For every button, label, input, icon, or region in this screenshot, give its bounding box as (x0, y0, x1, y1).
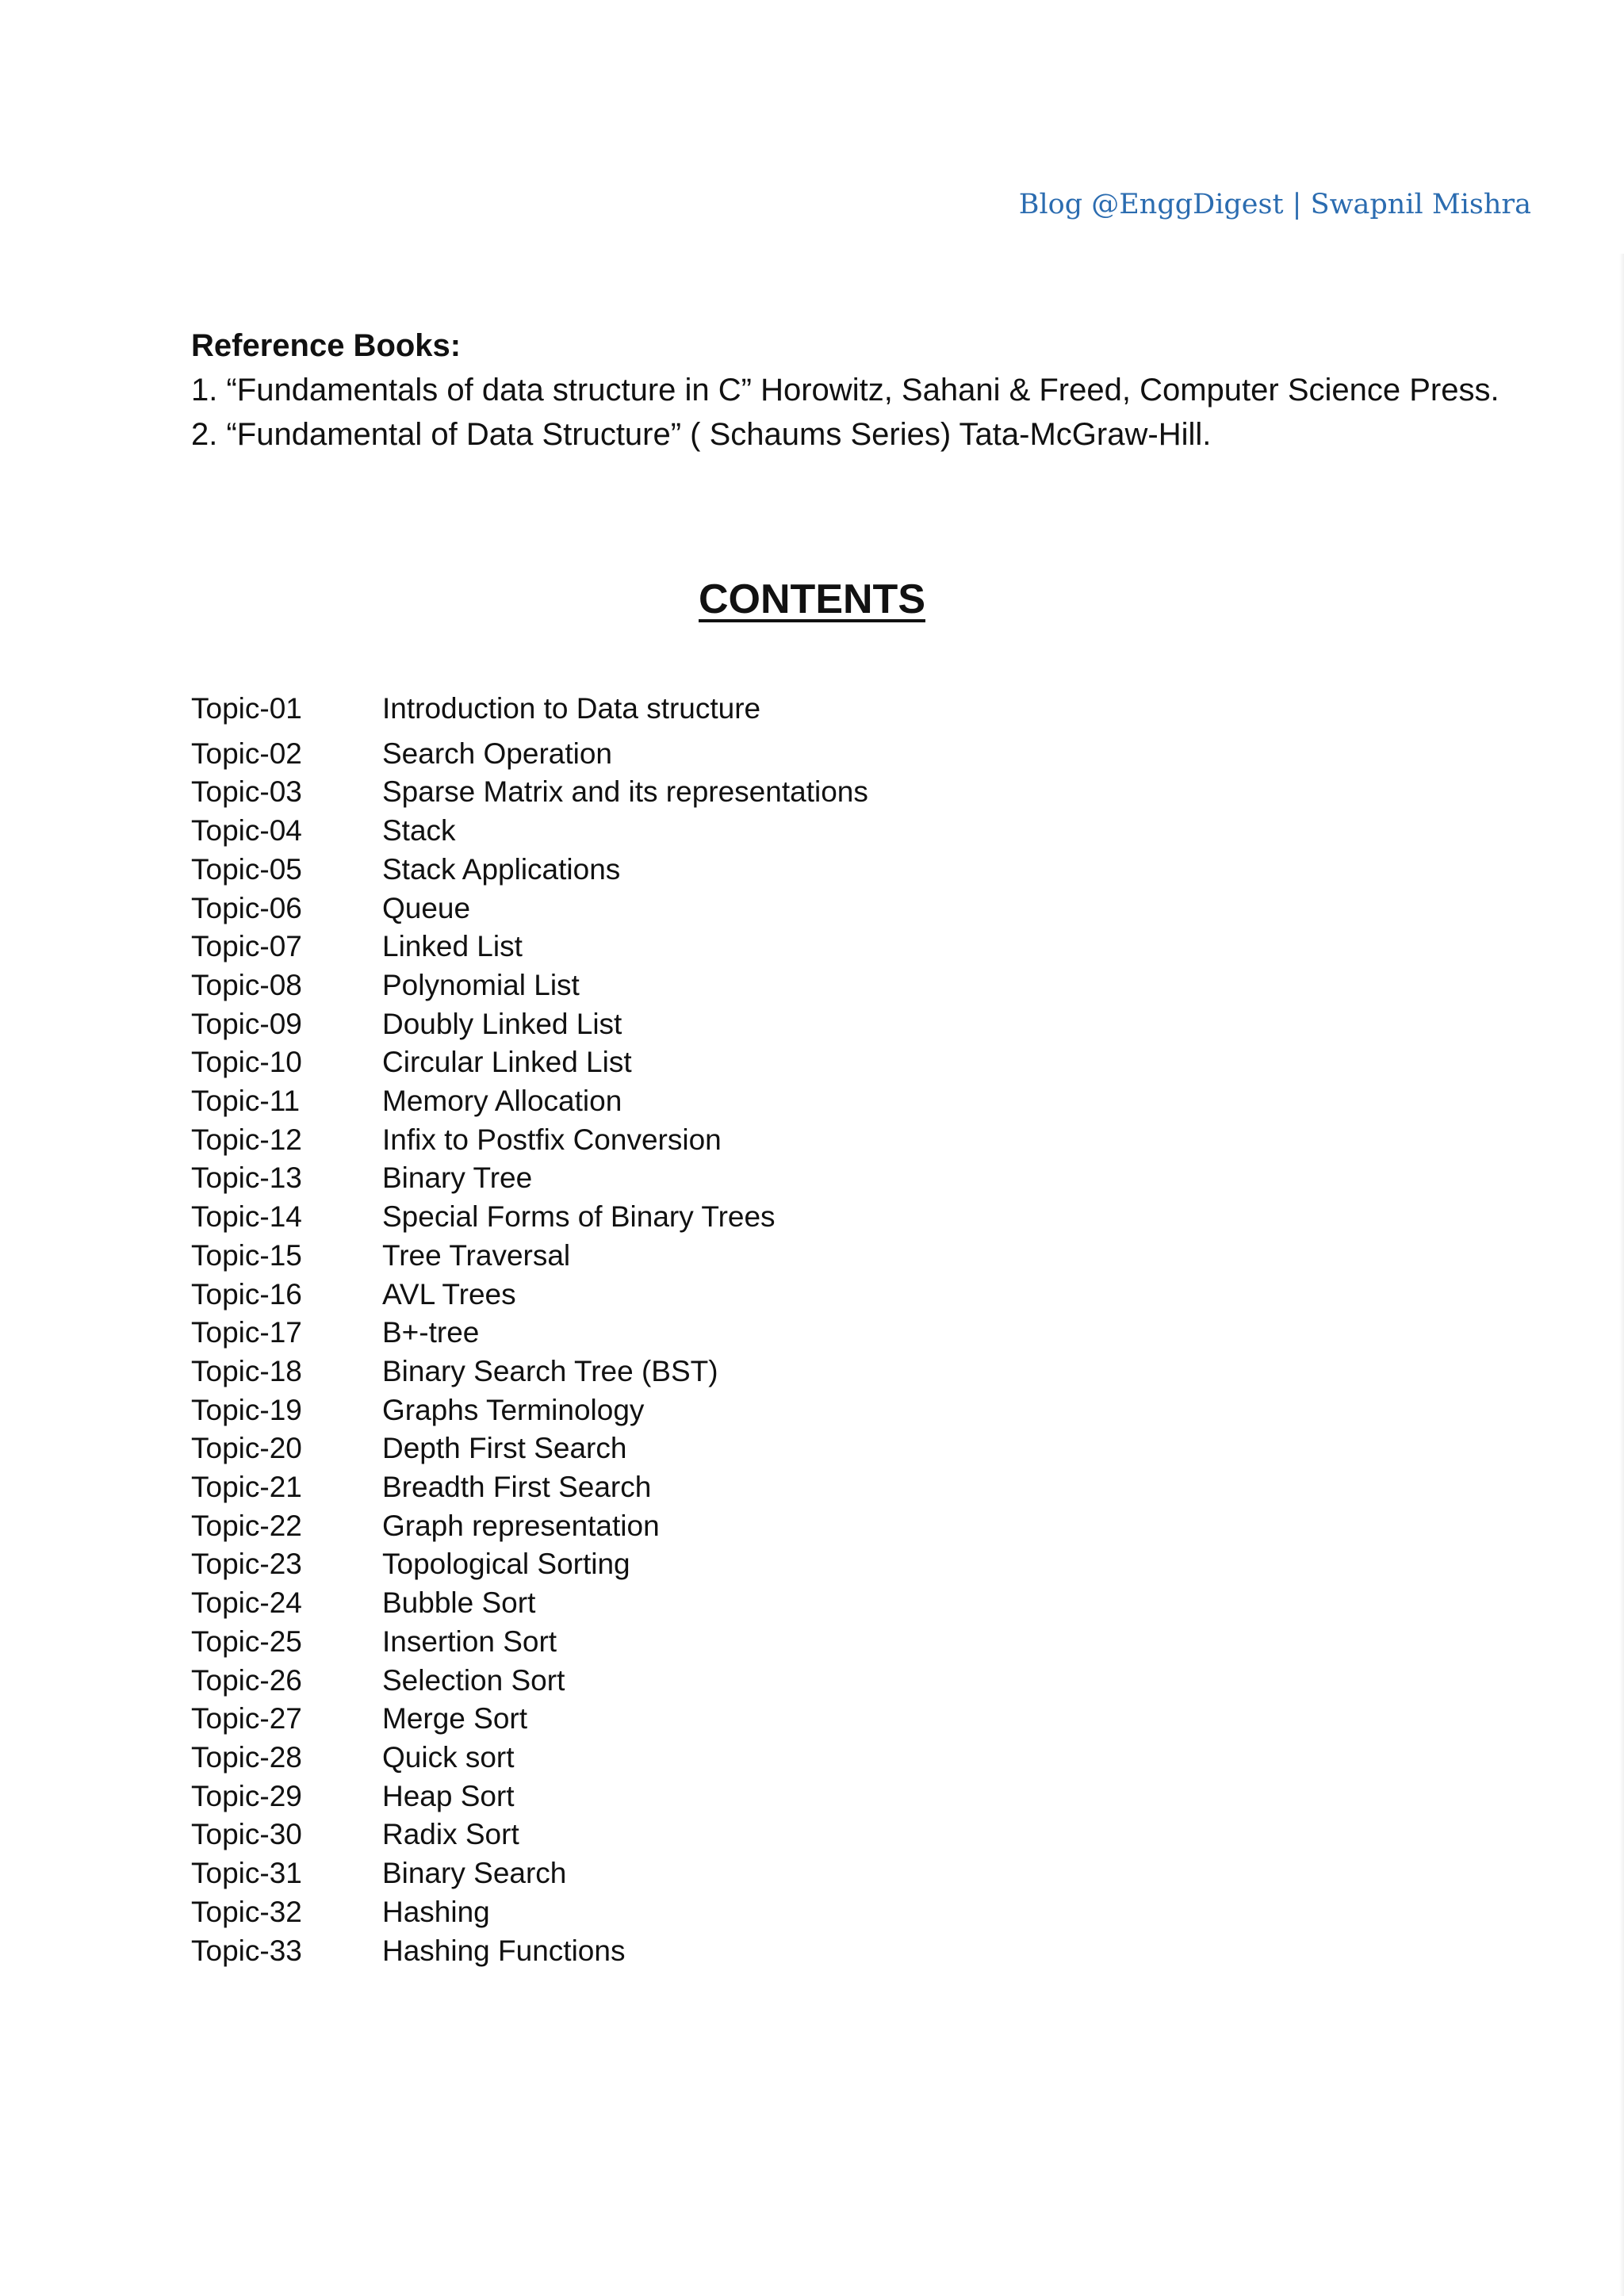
topic-number: Topic-31 (191, 1857, 302, 1890)
topic-title: Hashing (382, 1895, 490, 1928)
toc-row (191, 1005, 1381, 1044)
topic-number: Topic-13 (191, 1161, 302, 1195)
topic-number: Topic-20 (191, 1432, 302, 1465)
toc-row (191, 1043, 1381, 1082)
topic-title: Graph representation (382, 1509, 660, 1542)
topic-title: Memory Allocation (382, 1085, 622, 1118)
toc-row (191, 1237, 1381, 1276)
topic-title: Merge Sort (382, 1702, 528, 1735)
toc-row (191, 1662, 1381, 1701)
toc-row (191, 1854, 1381, 1893)
toc-row (191, 1429, 1381, 1468)
topic-title: Polynomial List (382, 968, 580, 1001)
topic-number: Topic-17 (191, 1316, 302, 1349)
topic-title: B+-tree (382, 1316, 480, 1349)
topic-number: Topic-29 (191, 1779, 302, 1812)
topic-number: Topic-06 (191, 891, 302, 924)
topic-title: Radix Sort (382, 1818, 519, 1851)
toc-row (191, 1507, 1381, 1546)
topic-number: Topic-15 (191, 1238, 302, 1272)
topic-title: Search Operation (382, 737, 613, 770)
topic-number: Topic-08 (191, 968, 302, 1001)
toc-row (191, 1391, 1381, 1430)
page-edge-shadow (1619, 254, 1624, 2296)
reference-book-item: 2. “Fundamental of Data Structure” ( Schaums Series) Tata-McGraw-Hill. (191, 417, 1212, 452)
topic-title: Circular Linked List (382, 1046, 632, 1079)
toc-row (191, 1932, 1381, 1971)
toc-row (191, 851, 1381, 890)
topic-number: Topic-11 (191, 1085, 301, 1118)
toc-row (191, 1353, 1381, 1391)
topic-title: Sparse Matrix and its representations (382, 775, 868, 809)
toc-row (191, 690, 1381, 729)
contents-title: CONTENTS (699, 576, 925, 622)
topic-number: Topic-19 (191, 1393, 302, 1426)
topic-number: Topic-32 (191, 1895, 302, 1928)
toc-row (191, 1121, 1381, 1160)
topic-title: Infix to Postfix Conversion (382, 1123, 722, 1156)
topic-number: Topic-22 (191, 1509, 302, 1542)
topic-title: Topological Sorting (382, 1548, 630, 1581)
topic-number: Topic-09 (191, 1007, 302, 1040)
topic-number: Topic-01 (191, 692, 302, 725)
topic-number: Topic-21 (191, 1471, 302, 1504)
reference-book-item: 1. “Fundamentals of data structure in C” Horowitz, Sahani & Freed, Computer Science Press. (191, 373, 1500, 408)
topic-number: Topic-12 (191, 1123, 302, 1156)
topic-number: Topic-28 (191, 1740, 302, 1774)
toc-row (191, 1082, 1381, 1121)
toc-row (191, 1893, 1381, 1932)
toc-row (191, 1777, 1381, 1816)
topic-title: Selection Sort (382, 1663, 565, 1697)
topic-number: Topic-24 (191, 1586, 302, 1620)
topic-title: Insertion Sort (382, 1624, 557, 1658)
reference-books-heading: Reference Books: (191, 328, 462, 363)
topic-title: Graphs Terminology (382, 1393, 645, 1426)
topic-title: Stack Applications (382, 852, 621, 886)
topic-title: Binary Search Tree (BST) (382, 1354, 718, 1387)
table-of-contents (191, 690, 1381, 1970)
topic-title: Doubly Linked List (382, 1007, 622, 1040)
topic-number: Topic-23 (191, 1548, 302, 1581)
toc-row (191, 1816, 1381, 1854)
topic-number: Topic-14 (191, 1200, 302, 1234)
toc-row (191, 890, 1381, 928)
topic-title: Breadth First Search (382, 1471, 652, 1504)
topic-number: Topic-10 (191, 1046, 302, 1079)
toc-row (191, 1739, 1381, 1777)
topic-title: Introduction to Data structure (382, 692, 761, 725)
topic-number: Topic-07 (191, 930, 302, 963)
toc-row (191, 1623, 1381, 1662)
toc-row (191, 1159, 1381, 1198)
topic-number: Topic-16 (191, 1277, 302, 1311)
topic-title: AVL Trees (382, 1277, 516, 1311)
topic-number: Topic-03 (191, 775, 302, 809)
reference-books-section (191, 323, 1587, 457)
toc-row (191, 966, 1381, 1005)
topic-title: Stack (382, 814, 456, 848)
toc-row (191, 1314, 1381, 1353)
topic-number: Topic-27 (191, 1702, 302, 1735)
topic-title: Binary Search (382, 1857, 567, 1890)
topic-title: Binary Tree (382, 1161, 533, 1195)
toc-row (191, 1468, 1381, 1507)
topic-title: Hashing Functions (382, 1934, 626, 1967)
toc-row (191, 812, 1381, 851)
toc-row (191, 735, 1381, 774)
topic-title: Bubble Sort (382, 1586, 536, 1620)
toc-row (191, 773, 1381, 812)
topic-number: Topic-05 (191, 852, 302, 886)
topic-number: Topic-04 (191, 814, 302, 848)
topic-number: Topic-02 (191, 737, 302, 770)
topic-number: Topic-25 (191, 1624, 302, 1658)
topic-title: Quick sort (382, 1740, 515, 1774)
topic-title: Queue (382, 891, 471, 924)
topic-title: Depth First Search (382, 1432, 627, 1465)
topic-number: Topic-18 (191, 1354, 302, 1387)
topic-number: Topic-30 (191, 1818, 302, 1851)
toc-row (191, 1584, 1381, 1623)
topic-title: Heap Sort (382, 1779, 515, 1812)
toc-row (191, 1198, 1381, 1237)
topic-title: Tree Traversal (382, 1238, 571, 1272)
topic-title: Linked List (382, 930, 523, 963)
topic-number: Topic-33 (191, 1934, 302, 1967)
toc-row (191, 1545, 1381, 1584)
toc-row (191, 1276, 1381, 1314)
topic-title: Special Forms of Binary Trees (382, 1200, 776, 1234)
blog-header: Blog @EnggDigest | Swapnil Mishra (1018, 189, 1531, 220)
topic-number: Topic-26 (191, 1663, 302, 1697)
toc-row (191, 1700, 1381, 1739)
toc-row (191, 928, 1381, 966)
